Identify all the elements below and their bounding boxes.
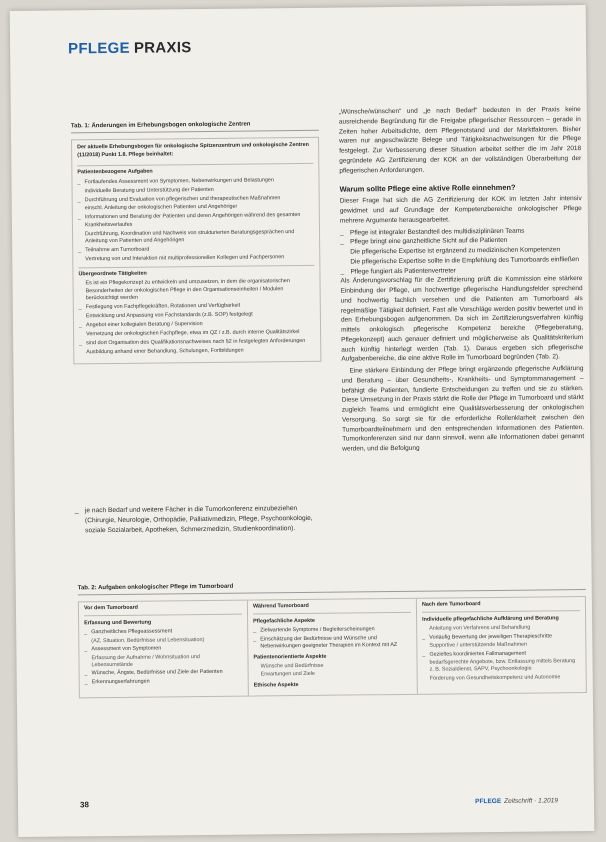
bullet-marker: [78, 188, 83, 196]
argument-text: Pflege fungiert als Patientenvertreter: [350, 266, 456, 276]
left-text-body: je nach Bedarf und weitere Fächer in die Tumorkonferenz einzubeziehen (Chirurgie, Neurologie, Orthopädie, Palliativmedizin, Pflege, Psychoonkologie, soziale Sozialarbeit, Apotheken, Schmerzmedizin, Studienkoordination).: [84, 505, 313, 535]
bullet-marker: _: [339, 229, 344, 237]
journal-header: [68, 39, 192, 57]
bullet-marker: _: [78, 322, 83, 329]
header-pflege: PFLEGE: [68, 39, 130, 58]
table-1-section: [78, 265, 315, 357]
table-2-caption: Tab. 2: Aufgaben onkologischer Pflege im Tumorboard: [78, 579, 586, 596]
section-title: Individuelle pflegefachliche Aufklärung und Beratung: [422, 615, 559, 623]
paragraph-4: Eine stärkere Einbindung der Pflege bringt ergänzende pflegerische Aufklärung und Beratung – über Gesundheits-, Krankheits- und Symptommanagement – befähigt die Patienten, fundierte Entscheidungen zu treffen und sie zu stärken. Diese Umsetzung in der Praxis stärkt die Rolle der Pflege im Tumorboard und stärkt zugleich Teams und ermöglicht eine Qualitätsverbesserung der onkologischen Versorgung. So sorgt sie für die erforderliche Rollenklarheit zwischen den Tumorboardteilnehmern und den entsprechenden Informationen des Patienten. Tumorkonferenzen sind nur dann sinnvoll, wenn alle Informationen dabei genannt werden, und die Befolgung: [341, 365, 585, 453]
bullet-marker: _: [253, 627, 257, 634]
table-1-section: [77, 163, 314, 264]
bullet-marker: [79, 280, 84, 302]
sub-item: (AZ, Situation, Bedürfnisse und Lebensituation): [91, 636, 205, 644]
table-1-intro: Der aktuelle Erhebungsbogen für onkologische Spitzenzentrum und onkologische Zentren (11/2018) Punkt 1.8. Pflege beinhaltet:: [77, 142, 309, 159]
argument-list: [340, 226, 582, 277]
list-item-text: Vorläufig Bewertung der jeweiligen Therapieschritte: [429, 633, 553, 641]
bullet-marker: _: [84, 629, 88, 636]
table-2-column: [417, 597, 586, 694]
page: [10, 5, 595, 837]
list-item-text: Assessment von Symptomen: [91, 645, 162, 653]
sub-item: Erfassung der Aufnahme / Wohnsituation und Lebensumstände: [91, 653, 200, 669]
section-title: Ethische Aspekte: [253, 681, 299, 689]
list-item: [78, 254, 314, 264]
list-item: [253, 634, 411, 651]
sub-item: Supportive / unterstützende Maßnahmen: [429, 641, 528, 649]
list-item-text: Ganzheitliches Pflegeassessment: [91, 628, 173, 636]
page-number: 38: [79, 800, 89, 810]
bullet-marker: _: [340, 238, 344, 246]
footer-issue: Zeitschrift · 1.2019: [504, 797, 559, 805]
sub-item: bedarfsgerechte Angebote, bzw. Entlassung mittels Beratung z. B. Sozialdienst, SAPV, Psychoonkologie: [429, 658, 576, 674]
list-item-text: sind dort Organisation des Qualifikationsnachweises nach §2 in festgelegten Anforderungen: [86, 337, 306, 347]
list-item-text: Gezieltes koordiniertes Fallmanagement: [429, 650, 526, 658]
list-item-text: Durchführung und Evaluation von pflegerischen und therapeutischen Maßnahmen: [84, 194, 281, 203]
list-item-text: Erkennungserfahrungen: [91, 678, 150, 686]
bullet-marker: _: [77, 214, 81, 221]
bullet-marker: _: [74, 507, 79, 515]
bullet-marker: _: [84, 646, 88, 653]
column-header: Nach dem Tumorboard: [422, 600, 580, 612]
list-item-text: Vertretung von und Interaktion mit multiprofessionellen Kollegen und Fachpersonen: [85, 254, 285, 263]
section-title: Übergeordnete Tätigkeiten: [78, 270, 147, 277]
list-item-text: Ausbildung anhand einer Behandlung, Schulungen, Fortbildungen: [86, 347, 244, 355]
section-title: Patientenbezogene Aufgaben: [77, 168, 153, 176]
argument-text: Die pflegerische Expertise sollte in die Empfehlung des Tumorboards einfließen: [350, 255, 580, 266]
bullet-marker: _: [78, 304, 82, 311]
bullet-marker: [79, 331, 84, 339]
section-title: Patientenorientierte Aspekte: [253, 653, 327, 661]
bullet-marker: [340, 248, 347, 258]
bullet-marker: _: [84, 679, 88, 686]
argument-text: Pflege bringt eine ganzheitliche Sicht auf die Patienten: [350, 237, 508, 246]
sub-item: Wünsche und Bedürfnisse: [260, 662, 324, 670]
list-item-text: Angebot einer kollegialen Beratung / Supervision: [85, 320, 203, 329]
table-2: [78, 579, 587, 699]
list-item-text: Vernetzung der onkologischen Fachpflege, etwa im QZ / z.B. durch interne Qualitätszirkel: [86, 328, 300, 338]
list-item-text: Entwicklung und Anpassung von Fachstandards (z.B. SOP) festgelegt: [85, 311, 253, 320]
right-column: [339, 105, 585, 456]
sub-item: Förderung von Gesundheitskompetenz und Autonomie: [429, 674, 561, 682]
bullet-marker: _: [84, 670, 88, 677]
paragraph-3: Als Änderungsvorschlag für die Zertifizierung prüft die Kommission eine stärkere Einbindung der Pflege, um hochwertige pflegerische Handlungsfelder sprechend und hochwertig fachlich versehen und die Patienten am Tumorboard als regelmäßige Tätigkeit definiert. Fast alle Vorschläge werden positiv bewertet und in den Erhebungsbogen aufgenommen. Da sich im Zertifizierungsverfahren künftig mittels onkologisch pflegerische Kompetenz bereiche (Pflegeberatung, Pflegekonzept) auch genauer definiert und möglicherweise als Qualitätskriterium auch künftig hinterlegt werden (Tab. 1). Daraus ergeben sich pflegerische Aufgabenbereiche, die eine aktive Rolle im Tumorboard begründen (Tab. 2).: [340, 275, 584, 363]
bullet-marker: _: [422, 634, 426, 641]
list-item-text: Teilnahme am Tumorboard: [85, 246, 150, 254]
argument-text: Pflege ist integraler Bestandteil des multidisziplinären Teams: [349, 227, 525, 237]
section-heading: Warum sollte Pflege eine aktive Rolle einnehmen?: [339, 183, 516, 194]
bullet-marker: _: [78, 247, 82, 254]
argument-text: Die pflegerische Expertise ist ergänzend zu medizinischen Kompetenzen: [350, 246, 561, 256]
column-header: Während Tumorboard: [253, 602, 411, 614]
list-item: [79, 278, 315, 303]
list-item-text: Es ist ein Pflegekonzept zu entwickeln und umzusetzen, in dem die organisatorischen Besonderheiten der onkologischen Pflege in den Organisationseinheiten / Modulen berücksichtigt werden: [85, 278, 290, 302]
left-column-text: [75, 504, 325, 536]
header-praxis: PRAXIS: [133, 39, 192, 57]
bullet-marker: [340, 257, 347, 267]
paragraph-1: „Wünsche/wünschen“ und „je nach Bedarf“ bedeuten in der Praxis keine ausreichende Begründung für die Freigabe pflegerischer Ressourcen – gerade in Zeiten hoher Arbeitsdichte, dem Pflegenotstand und der Marktfaktoren. Bisher waren nur angeschwärzte Belege und Tätigkeitsnachweisungen für die Pflege festgelegt. Zur Verbesserung dieser Situation arbeitet seither die im Jahr 2018 gegründete AG Zertifizierung der KOK an der vollständigen Überarbeitung der pflegerischen Anforderungen.: [338, 106, 582, 175]
list-item-text: individuelle Beratung und Unterstützung der Patienten: [84, 186, 214, 194]
list-item-text: Festlegung von Fachpflegekräften, Rotationen und Verfügbarkeit: [85, 302, 241, 311]
sub-item: Anleitung von Verfahrens und Behandlung: [429, 624, 531, 632]
bullet-marker: [79, 349, 84, 357]
list-item: [78, 229, 314, 246]
footer-journal: [475, 797, 558, 805]
list-item: [78, 212, 314, 229]
table-2-column: [248, 599, 418, 696]
list-item-text: Einschätzung der Bedürfnisse und Wünsche und Nebenwirkungen geeigneter Therapien im Kontext mit AZ: [260, 634, 398, 650]
bullet-marker: _: [340, 268, 345, 276]
column-header: Vor dem Tumorboard: [84, 604, 242, 616]
list-item: [79, 347, 315, 357]
bullet-marker: [78, 206, 83, 214]
table-2-columns: [78, 596, 587, 698]
bullet-marker: [78, 256, 83, 264]
section-title: Pflegefachliche Aspekte: [253, 617, 315, 625]
bullet-marker: [78, 231, 83, 246]
table-1: [71, 120, 322, 364]
bullet-marker: _: [77, 178, 81, 185]
list-item-text: einschl. Anleitung der onkologischen Patienten und Angehöriger: [84, 204, 238, 212]
bullet-marker: _: [79, 340, 83, 347]
list-item-text: Informationen und Beratung der Patienten und deren Angehörigen während des gesamten Krankheitsverlaufes: [84, 212, 301, 229]
bullet-marker: [79, 313, 84, 321]
bullet-marker: _: [422, 651, 426, 658]
list-item-text: Fortlaufendes Assessment von Symptomen, Nebenwirkungen und Belastungen: [84, 176, 274, 185]
list-item-text: Durchführung, Koordination und Nachweis von strukturierten Beratungsgesprächen und Anleitung von Patienten und Angehörigen: [84, 228, 295, 245]
list-item: [85, 678, 243, 687]
paragraph-2: Dieser Frage hat sich die AG Zertifizierung der KOK im letzten Jahr intensiv gewidmet und auf Grundlage der Kompetenzbereiche onkologischer Pflege mehrere Argumente herausgearbeitet.: [339, 195, 582, 225]
table-1-sections: [77, 163, 315, 356]
table-1-box: [71, 137, 321, 364]
section-title: Erfassung und Bewertung: [84, 619, 152, 627]
bullet-marker: _: [77, 196, 81, 203]
footer-brand: PFLEGE: [475, 797, 502, 806]
list-item-text: Zielwartende Symptome / Begleiterscheinungen: [260, 626, 375, 634]
table-1-caption: Tab. 1: Änderungen im Erhebungsbogen onkologische Zentren: [71, 120, 319, 134]
sub-item: Erwartungen und Ziele: [260, 671, 315, 678]
list-item-text: Wünsche, Ängste, Bedürfnisse und Ziele der Patienten: [91, 669, 223, 677]
bullet-marker: _: [253, 636, 257, 643]
table-2-column: [79, 601, 249, 698]
